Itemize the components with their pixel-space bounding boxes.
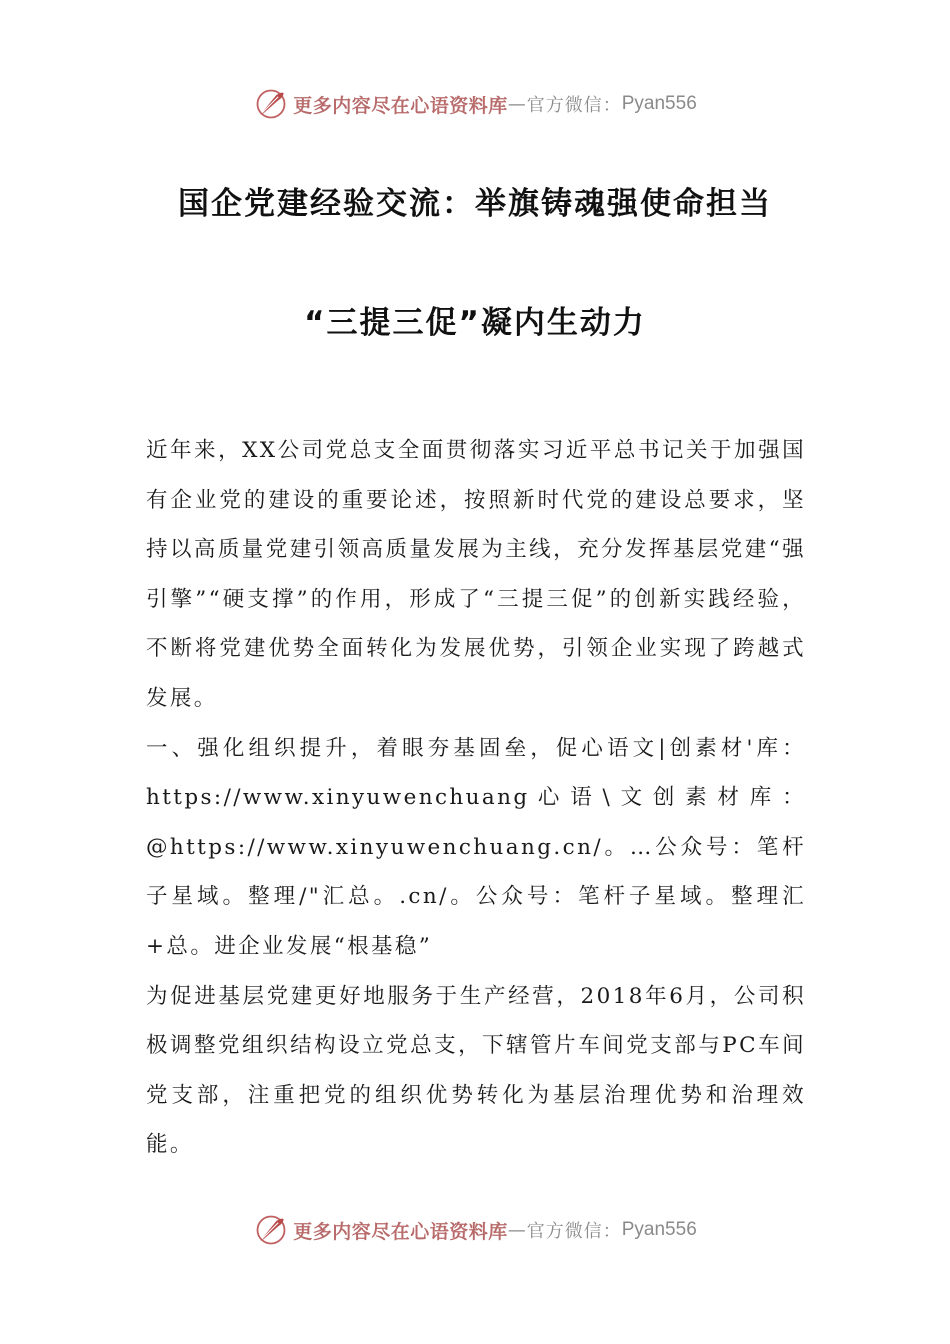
document-body: [146, 426, 806, 1170]
header-watermark-banner: [0, 84, 950, 124]
banner-dash: —: [507, 1219, 527, 1241]
document-title-line2: “三提三促”凝内生动力: [304, 305, 646, 341]
banner-wechat-id: Pyan556: [621, 1219, 697, 1240]
section-heading-1: [146, 724, 806, 972]
footer-watermark-banner: [0, 1210, 950, 1250]
banner-main-text: 更多内容尽在心语资料库: [293, 94, 508, 117]
banner-dash: —: [507, 93, 527, 115]
banner-official-label: 官方微信：: [526, 95, 622, 116]
intro-paragraph: 近年来，XX公司党总支全面贯彻落实习近平总书记关于加强国有企业党的建设的重要论述，按照新时代党的建设总要求，坚持以高质量党建引领高质量发展为主线，充分发挥基层党建“强引擎”“硬支撑”的作用，形成了“三提三促”的创新实践经验，不断将党建优势全面转化为发展优势，引领企业实现了跨越式发展。: [146, 438, 806, 711]
section-heading-1-watermark: https://www.xinyuwenchuang心语\文创素材库：@https://www.xinyuwenchuang.cn/。…公众号：笔杆子星域。整理/"汇总。.cn/。公众号：笔杆子星域。整理汇+总。进企业发展“根基稳”: [146, 785, 806, 959]
banner-official-label: 官方微信：: [526, 1221, 622, 1242]
banner-main-text: 更多内容尽在心语资料库: [293, 1220, 508, 1243]
banner-wechat-id: Pyan556: [621, 93, 697, 114]
section-heading-1-text: 一、强化组织提升，着眼夯基固垒，促心语文|创素材'库：: [146, 735, 806, 761]
body-paragraph-2: 为促进基层党建更好地服务于生产经营，2018年6月，公司积极调整党组织结构设立党总支，下辖管片车间党支部与PC车间党支部，注重把党的组织优势转化为基层治理优势和治理效能。: [146, 983, 806, 1158]
quill-logo-icon: [253, 1212, 289, 1248]
document-title-line1: 国企党建经验交流：举旗铸魂强使命担当: [178, 186, 772, 222]
quill-logo-icon: [253, 86, 289, 122]
